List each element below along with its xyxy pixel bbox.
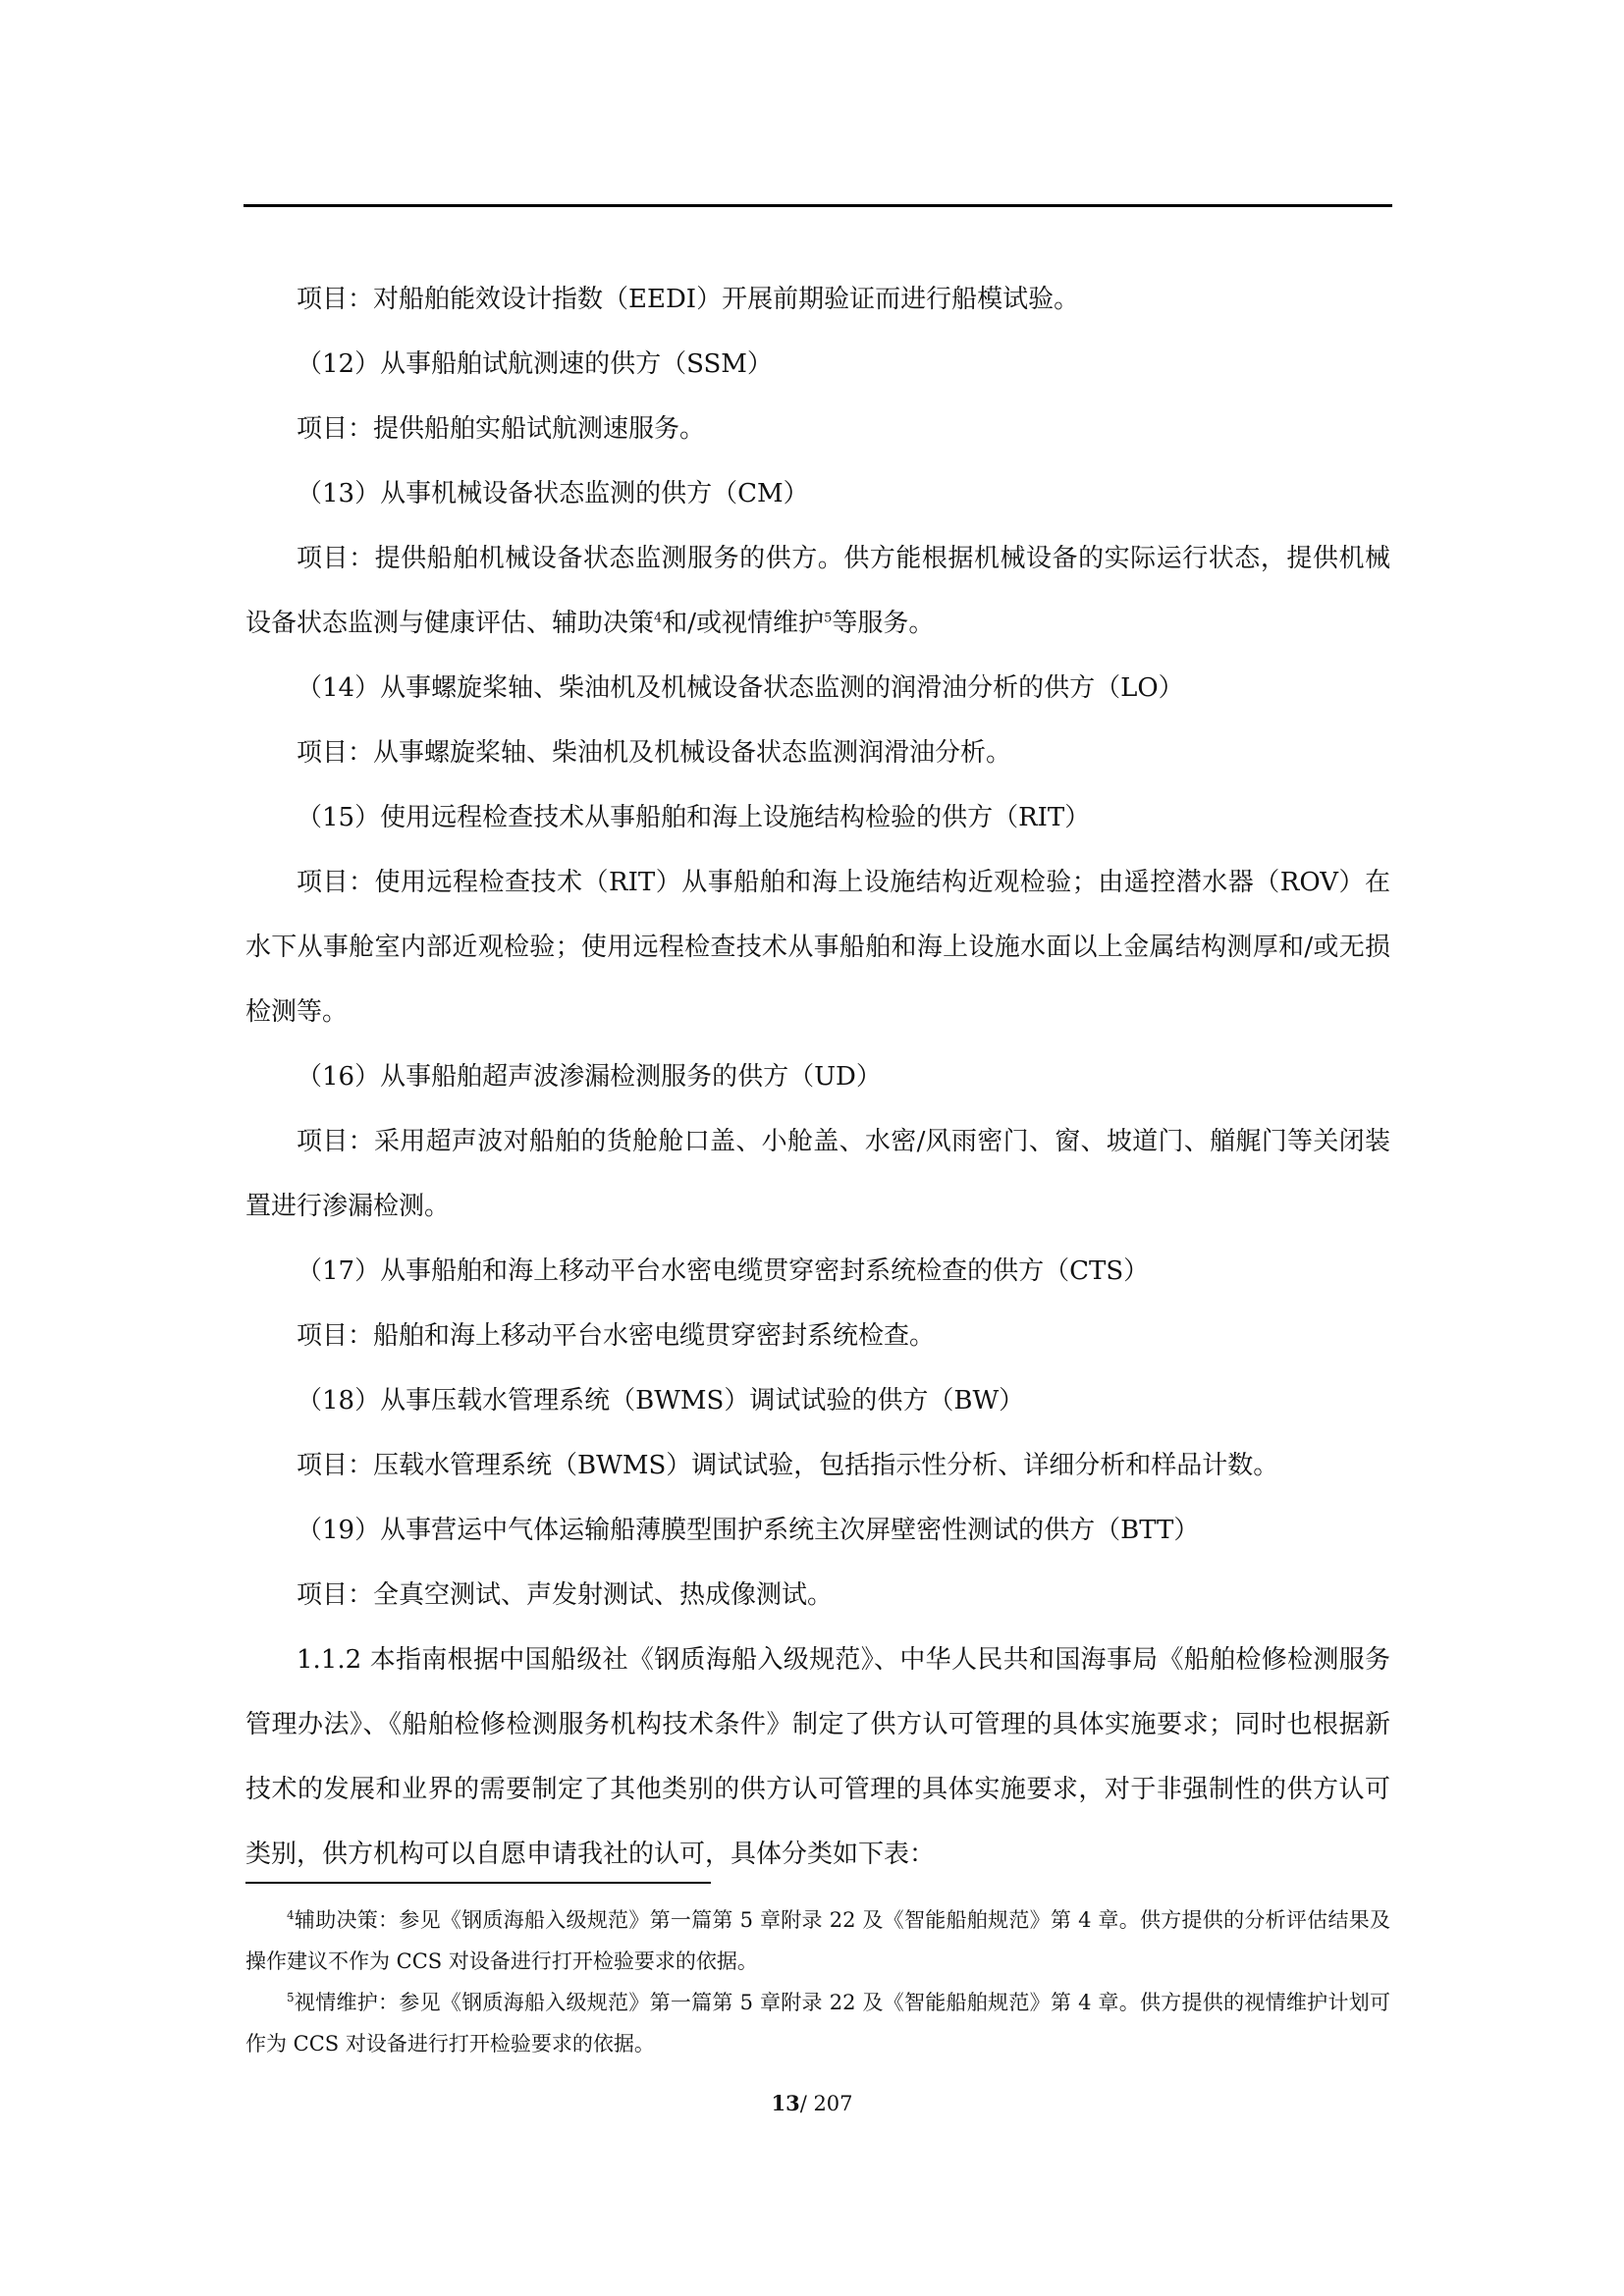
paragraph-text: 项目：提供船舶机械设备状态监测服务的供方。供方能根据机械设备的实际运行状态，提供机械设备状态监测与健康评估、辅助决策 (245, 544, 1390, 638)
footnote-ref-4[interactable]: 4 (654, 611, 663, 626)
paragraph: 项目：船舶和海上移动平台水密电缆贯穿密封系统检查。 (297, 1321, 936, 1351)
header-rule (244, 204, 1392, 207)
paragraph: 项目：压载水管理系统（BWMS）调试试验，包括指示性分析、详细分析和样品计数。 (297, 1451, 1279, 1480)
paragraph: 项目：采用超声波对船舶的货舱舱口盖、小舱盖、水密/风雨密门、窗、坡道门、艏艉门等关闭装置进行渗漏检测。 (245, 1127, 1390, 1221)
section-heading-12: （12）从事船舶试航测速的供方（SSM） (297, 349, 773, 379)
section-heading-18: （18）从事压载水管理系统（BWMS）调试试验的供方（BW） (297, 1386, 1025, 1415)
paragraph: 项目：使用远程检查技术（RIT）从事船舶和海上设施结构近观检验；由遥控潜水器（ROV）在水下从事舱室内部近观检验；使用远程检查技术从事船舶和海上设施水面以上金属结构测厚和/或无损检测等。 (245, 868, 1390, 1027)
section-heading-16: （16）从事船舶超声波渗漏检测服务的供方（UD） (297, 1062, 882, 1092)
clause-1-1-2: 1.1.2 本指南根据中国船级社《钢质海船入级规范》、中华人民共和国海事局《船舶检修检测服务管理办法》、《船舶检修检测服务机构技术条件》制定了供方认可管理的具体实施要求；同时也根据新技术的发展和业界的需要制定了其他类别的供方认可管理的具体实施要求，对于非强制性的供方认可类别，供方机构可以自愿申请我社的认可，具体分类如下表： (245, 1645, 1390, 1869)
page-number (0, 2089, 1624, 2118)
footnote-5 (245, 1982, 1390, 2064)
section-heading-15: （15）使用远程检查技术从事船舶和海上设施结构检验的供方（RIT） (297, 803, 1091, 832)
footnote-ref-5[interactable]: 5 (824, 611, 833, 626)
footnote-mark: 5 (287, 1991, 295, 2004)
section-heading-19: （19）从事营运中气体运输船薄膜型围护系统主次屏壁密性测试的供方（BTT） (297, 1516, 1200, 1545)
footnote-text: 辅助决策：参见《钢质海船入级规范》第一篇第 5 章附录 22 及《智能船舶规范》第 4 章。供方提供的分析评估结果及操作建议不作为 CCS 对设备进行打开检验要求的依据。 (245, 1908, 1390, 1973)
footnote-text: 视情维护：参见《钢质海船入级规范》第一篇第 5 章附录 22 及《智能船舶规范》第 4 章。供方提供的视情维护计划可作为 CCS 对设备进行打开检验要求的依据。 (245, 1991, 1390, 2056)
footnote-separator (245, 1882, 711, 1884)
paragraph: 项目：全真空测试、声发射测试、热成像测试。 (297, 1580, 834, 1610)
page-current: 13 (771, 2091, 800, 2115)
footnote-4 (245, 1899, 1390, 1982)
paragraph: 项目：从事螺旋桨轴、柴油机及机械设备状态监测润滑油分析。 (297, 738, 1012, 768)
body-text (245, 267, 1390, 1887)
section-heading-17: （17）从事船舶和海上移动平台水密电缆贯穿密封系统检查的供方（CTS） (297, 1256, 1150, 1286)
footnotes (245, 1899, 1390, 2064)
paragraph: 项目：提供船舶实船试航测速服务。 (297, 414, 706, 444)
paragraph-text: 等服务。 (832, 609, 935, 638)
section-heading-13: （13）从事机械设备状态监测的供方（CM） (297, 479, 809, 508)
paragraph-text: 和/或视情维护 (662, 609, 825, 638)
section-heading-14: （14）从事螺旋桨轴、柴油机及机械设备状态监测的润滑油分析的供方（LO） (297, 673, 1184, 703)
page-total: / 207 (799, 2092, 853, 2115)
paragraph: 项目：对船舶能效设计指数（EEDI）开展前期验证而进行船模试验。 (297, 285, 1080, 314)
paragraph-with-footnote-refs (245, 526, 1390, 656)
footnote-mark: 4 (287, 1908, 295, 1922)
